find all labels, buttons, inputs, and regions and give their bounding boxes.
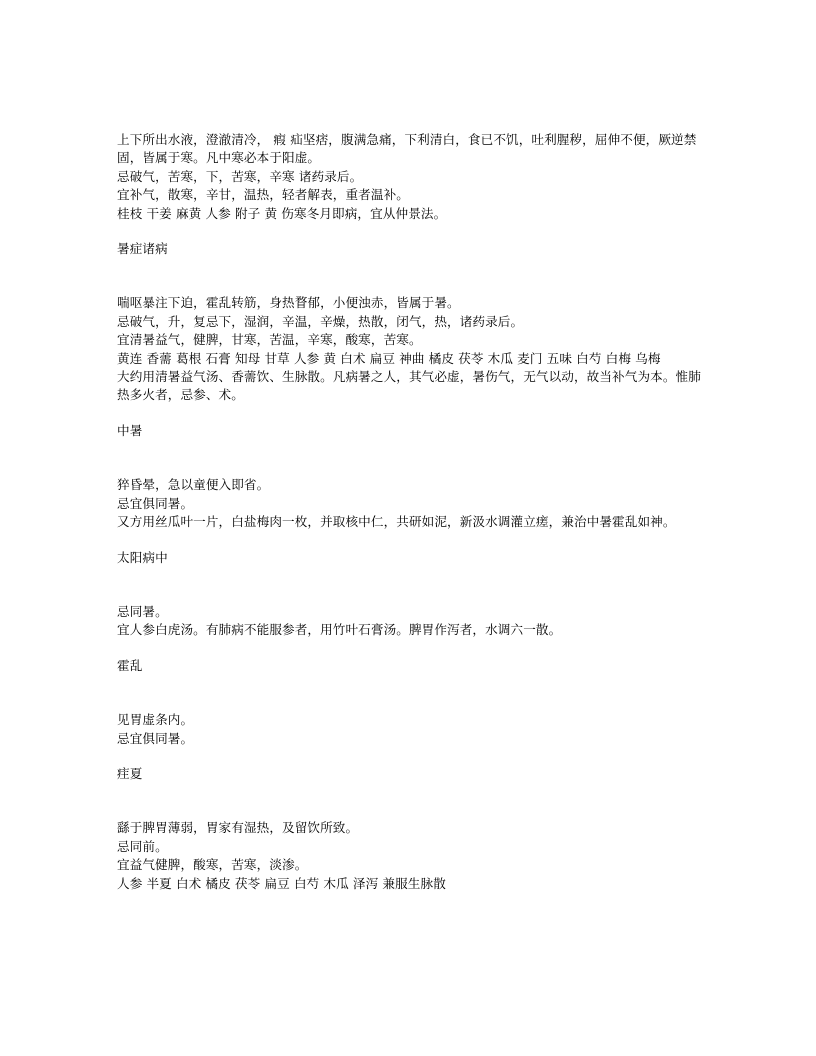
section-cholera	[117, 711, 702, 748]
paragraph-summer-formulas: 大约用清暑益气汤、香薷饮、生脉散。凡病暑之人，其气必虚，暑伤气，无气以动，故当补气为本。惟肺热多火者，忌参、术。	[117, 369, 701, 403]
paragraph-taiyang-suitable: 宜人参白虎汤。有肺病不能服参者，用竹叶石膏汤。脾胃作泻者，水调六一散。	[117, 622, 562, 638]
paragraph-summer-herbs: 黄连 香薷 葛根 石膏 知母 甘草 人参 黄 白术 扁豆 神曲 橘皮 茯苓 木瓜 麦门 五味 白芍 白梅 乌梅	[117, 350, 661, 366]
paragraph-cholera-reference: 见胃虚条内。	[117, 712, 194, 728]
paragraph-cold-symptoms: 上下所出水液，澄澈清冷， 瘕 疝坚痞，腹满急痛，下利清白，食已不饥，吐利腥秽，屈伸不便，厥逆禁固，皆属于寒。凡中寒必本于阳虚。	[117, 132, 697, 166]
heading-heatstroke: 中暑	[117, 422, 143, 438]
section-cold	[117, 131, 702, 223]
paragraph-summer-avoid: 忌破气，升，复忌下，湿润，辛温，辛燥，热散，闭气，热，诸药录后。	[117, 313, 524, 329]
heading-cholera: 霍乱	[117, 657, 143, 673]
heading-summer-heat: 暑症诸病	[117, 241, 168, 257]
paragraph-cholera-avoid: 忌宜俱同暑。	[117, 730, 194, 746]
paragraph-cold-herbs: 桂枝 干姜 麻黄 人参 附子 黄 伤寒冬月即病，宜从仲景法。	[117, 205, 447, 221]
paragraph-heatstroke-remedy: 又方用丝瓜叶一片，白盐梅肉一枚，并取核中仁，共研如泥，新汲水调灌立瘥，兼治中暑霍乱如神。	[117, 514, 676, 530]
section-heatstroke	[117, 476, 702, 531]
paragraph-fatigue-avoid: 忌同前。	[117, 838, 168, 854]
paragraph-fatigue-cause: 繇于脾胃薄弱，胃家有湿热，及留饮所致。	[117, 820, 359, 836]
paragraph-summer-suitable: 宜清暑益气，健脾，甘寒，苦温，辛寒，酸寒，苦寒。	[117, 332, 422, 348]
paragraph-heatstroke-avoid: 忌宜俱同暑。	[117, 495, 194, 511]
section-summer-fatigue	[117, 819, 702, 893]
paragraph-heatstroke-symptoms: 猝昏晕，急以童便入即省。	[117, 477, 270, 493]
section-summer-heat	[117, 294, 702, 404]
paragraph-fatigue-herbs: 人参 半夏 白术 橘皮 茯苓 扁豆 白芍 木瓜 泽泻 兼服生脉散	[117, 875, 446, 891]
heading-taiyang: 太阳病中	[117, 549, 168, 565]
section-taiyang	[117, 603, 702, 640]
paragraph-summer-symptoms: 喘呕暴注下迫，霍乱转筋，身热瞀郁，小便浊赤，皆属于暑。	[117, 295, 460, 311]
paragraph-taiyang-avoid: 忌同暑。	[117, 603, 168, 619]
paragraph-cold-avoid: 忌破气，苦寒，下，苦寒，辛寒 诸药录后。	[117, 168, 363, 184]
paragraph-cold-suitable: 宜补气，散寒，辛甘，温热，轻者解表，重者温补。	[117, 187, 409, 203]
document-body	[117, 131, 702, 893]
heading-summer-fatigue: 疰夏	[117, 765, 143, 781]
paragraph-fatigue-suitable: 宜益气健脾，酸寒，苦寒，淡渗。	[117, 857, 308, 873]
